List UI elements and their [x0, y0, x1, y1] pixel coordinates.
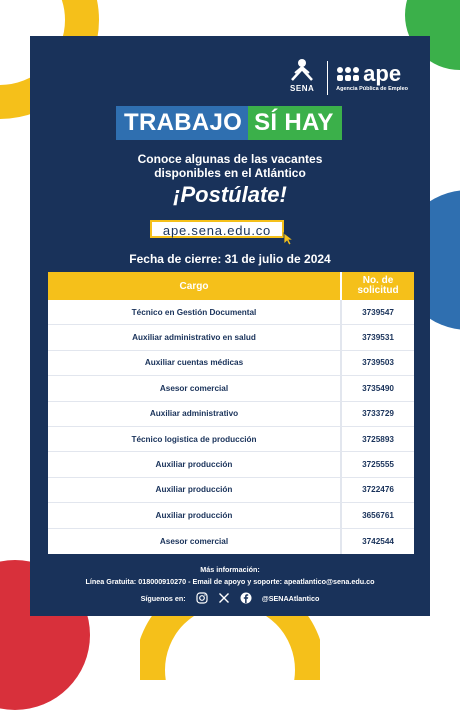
cell-solicitud: 3725555	[340, 452, 414, 476]
table-row	[48, 351, 414, 376]
instagram-icon[interactable]	[196, 592, 208, 604]
social-row	[30, 592, 430, 604]
cell-cargo: Asesor comercial	[159, 383, 229, 393]
cell-solicitud: 3733729	[340, 402, 414, 426]
table-row	[48, 452, 414, 477]
cell-cargo: Auxiliar producción	[155, 510, 233, 520]
table-row	[48, 478, 414, 503]
cell-solicitud: 3739547	[340, 300, 414, 324]
cell-solicitud: 3656761	[340, 503, 414, 527]
cell-cargo: Técnico logistica de producción	[131, 434, 257, 444]
subtitle	[30, 152, 430, 180]
cell-cargo: Auxiliar producción	[155, 460, 233, 470]
cell-cargo: Auxiliar administrativo	[149, 409, 239, 419]
cell-cargo: Auxiliar cuentas médicas	[144, 358, 244, 368]
ape-wordmark: ape	[363, 61, 402, 86]
table-row	[48, 503, 414, 528]
cell-solicitud: 3735490	[340, 376, 414, 400]
sena-logo	[285, 58, 319, 98]
headline-banner	[116, 106, 342, 140]
cell-solicitud: 3725893	[340, 427, 414, 451]
headline-part2: SÍ HAY	[248, 106, 342, 140]
cell-cargo: Técnico en Gestión Documental	[131, 307, 257, 317]
closing-date: Fecha de cierre: 31 de julio de 2024	[129, 252, 331, 266]
subtitle-line2: disponibles en el Atlántico	[154, 166, 306, 180]
x-icon[interactable]	[218, 592, 230, 604]
ape-subtitle: Agencia Pública de Empleo	[336, 86, 408, 92]
table-row	[48, 427, 414, 452]
poster-panel	[30, 36, 430, 616]
follow-label: Síguenos en:	[140, 593, 186, 603]
table-row	[48, 529, 414, 554]
header-logos	[285, 54, 408, 102]
sena-wordmark: SENA	[290, 84, 315, 93]
more-info-label: Más información:	[200, 565, 260, 574]
cell-solicitud: 3742544	[340, 529, 414, 554]
cell-cargo: Asesor comercial	[159, 536, 229, 546]
cell-solicitud: 3739503	[340, 351, 414, 375]
facebook-icon[interactable]	[240, 592, 252, 604]
cell-cargo: Auxiliar administrativo en salud	[132, 333, 256, 343]
header-solicitud-line2: solicitud	[357, 285, 399, 296]
header-solicitud-line1: No. de	[362, 275, 394, 286]
headline-part1: TRABAJO	[116, 106, 248, 140]
call-to-action: ¡Postúlate!	[173, 182, 287, 207]
logo-divider	[327, 61, 328, 95]
website-link[interactable]: ape.sena.edu.co	[150, 220, 284, 238]
sena-emblem-icon	[289, 58, 315, 84]
social-handle[interactable]: @SENAAtlantico	[261, 593, 320, 603]
table-row	[48, 376, 414, 401]
cursor-pointer-icon	[282, 232, 296, 246]
ape-people-icon	[336, 66, 360, 82]
cell-solicitud: 3722476	[340, 478, 414, 502]
header-solicitud	[340, 272, 414, 300]
table-row	[48, 402, 414, 427]
cell-solicitud: 3739531	[340, 325, 414, 349]
table-row	[48, 300, 414, 325]
contact-line: Línea Gratuita: 018000910270 - Email de apoyo y soporte: apeatlantico@sena.edu.co	[85, 577, 375, 586]
table-header	[48, 272, 414, 300]
cell-cargo: Auxiliar producción	[155, 485, 233, 495]
header-cargo: Cargo	[179, 280, 209, 292]
ape-logo	[336, 61, 408, 92]
subtitle-line1: Conoce algunas de las vacantes	[137, 152, 323, 166]
table-row	[48, 325, 414, 350]
vacancies-table	[48, 272, 414, 554]
footer-info	[30, 564, 430, 588]
